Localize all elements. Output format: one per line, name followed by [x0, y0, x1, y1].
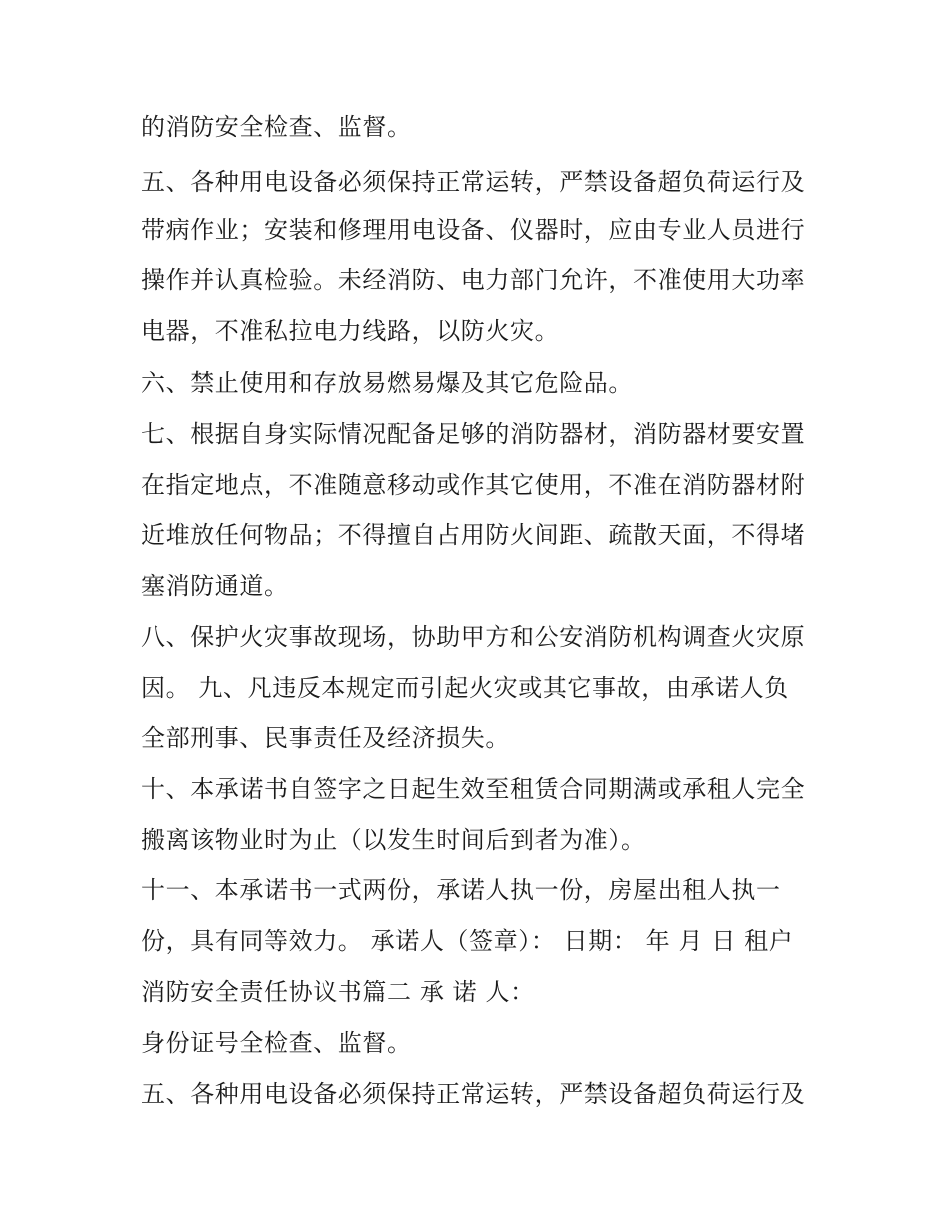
text-line: 份，具有同等效力。 承诺人（签章）： 日期： 年 月 日 租户 — [141, 927, 794, 955]
text-line: 全部刑事、民事责任及经济损失。 — [141, 724, 510, 752]
text-line: 搬离该物业时为止（以发生时间后到者为准）。 — [141, 826, 646, 854]
text-line: 在指定地点，不准随意移动或作其它使用，不准在消防器材附 — [141, 471, 806, 499]
text-line: 八、保护火灾事故现场，协助甲方和公安消防机构调查火灾原 — [141, 623, 806, 651]
text-line: 五、各种用电设备必须保持正常运转，严禁设备超负荷运行及 — [141, 168, 806, 196]
text-line: 五、各种用电设备必须保持正常运转，严禁设备超负荷运行及 — [141, 1080, 806, 1108]
text-line: 操作并认真检验。未经消防、电力部门允许，不准使用大功率 — [141, 266, 806, 294]
text-line: 因。 九、凡违反本规定而引起火灾或其它事故，由承诺人负 — [141, 674, 789, 702]
text-line: 身份证号全检查、监督。 — [141, 1029, 412, 1057]
text-line: 电器，不准私拉电力线路，以防火灾。 — [141, 317, 560, 345]
text-line: 的消防安全检查、监督。 — [141, 113, 412, 141]
text-line: 十一、本承诺书一式两份，承诺人执一份，房屋出租人执一 — [141, 876, 781, 904]
text-line: 七、根据自身实际情况配备足够的消防器材，消防器材要安置 — [141, 420, 806, 448]
text-line: 带病作业；安装和修理用电设备、仪器时，应由专业人员进行 — [141, 216, 806, 244]
text-line: 消防安全责任协议书篇二 承 诺 人： — [141, 978, 535, 1006]
text-line: 近堆放任何物品；不得擅自占用防火间距、疏散天面，不得堵 — [141, 521, 806, 549]
text-line: 塞消防通道。 — [141, 572, 289, 600]
text-line: 十、本承诺书自签字之日起生效至租赁合同期满或承租人完全 — [141, 775, 806, 803]
text-line: 六、禁止使用和存放易燃易爆及其它危险品。 — [141, 369, 633, 397]
